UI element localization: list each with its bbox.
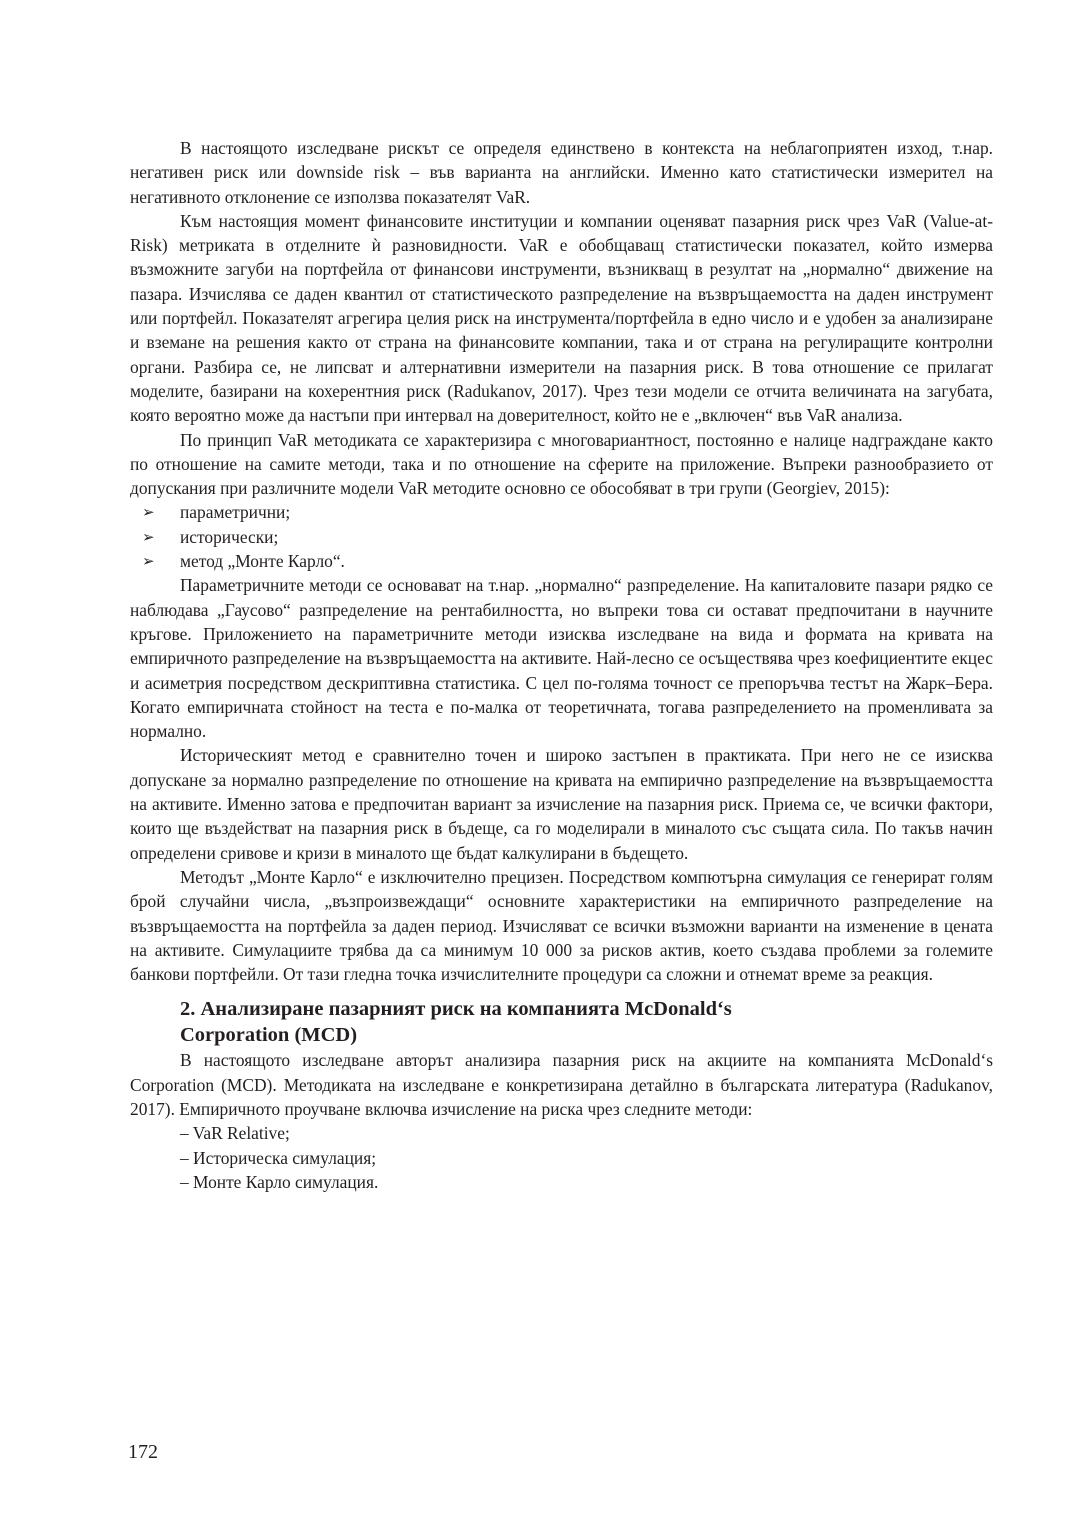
section-heading xyxy=(180,996,993,1048)
body-text xyxy=(130,136,993,1194)
list-item-text: исторически; xyxy=(180,526,279,547)
list-item: – VaR Relative; xyxy=(180,1123,290,1144)
section-heading-line-2: Corporation (MCD) xyxy=(180,1024,358,1047)
list-item: – Монте Карло симулация. xyxy=(180,1171,379,1192)
list-item: – Историческа симулация; xyxy=(180,1147,377,1168)
list-item-text: параметрични; xyxy=(180,502,291,523)
var-method-groups-list xyxy=(130,500,993,573)
page-number: 172 xyxy=(128,1441,158,1463)
paragraph-monte-carlo: Методът „Монте Карло“ е изключително прецизен. Посредством компютърна симулация се генерират голям брой случайни числа, „възпроизвеждащи“ основните характеристики на емпиричното разпределение на възвръщаемостта на портфейла за даден период. Изчисляват се всички възможни варианти на изменение в цената на активите. Симулациите трябва да са минимум 10 000 за рисков актив, което създава проблеми за големите банкови портфейли. От тази гледна точка изчислителните процедури са сложни и отнемат време за реакция. xyxy=(130,866,993,985)
paragraph-historical-method: Историческият метод е сравнително точен и широко застъпен в практиката. При него не се изисква допускане за нормално разпределение по отношение на кривата на емпирично разпределение на възвръщаемостта на активите. Именно затова е предпочитан вариант за изчисление на пазарния риск. Приема се, че всички фактори, които ще въздействат на пазарния риск в бъдеще, са го моделирали в миналото със същата сила. По такъв начин определени сривове и кризи в миналото ще бъдат калкулирани в бъдещето. xyxy=(130,745,993,863)
analysis-methods-list xyxy=(130,1121,993,1194)
arrow-bullet-icon: ➢ xyxy=(142,527,155,546)
list-item xyxy=(130,525,993,549)
paragraph-var-methods: По принцип VaR методиката се характеризира с многовариантност, постоянно е налице надграждане както по отношение на самите методи, така и по отношение на сферите на приложение. Въпреки разнообразието от допускания при различните модели VaR методите основно се обособяват в три групи (Georgiev, 2015): xyxy=(130,429,993,499)
list-item xyxy=(130,549,993,573)
arrow-bullet-icon: ➢ xyxy=(142,552,155,571)
paragraph-mcd-analysis: В настоящото изследване авторът анализира пазарния риск на акциите на компанията McDonald‘s Corporation (MCD). Методиката на изследване е конкретизирана детайлно в българската литература (Radukanov, 2017). Емпиричното проучване включва изчисление на риска чрез следните методи: xyxy=(130,1050,993,1119)
arrow-bullet-icon: ➢ xyxy=(142,503,155,522)
paragraph-parametric-methods: Параметричните методи се основават на т.нар. „нормално“ разпределение. На капиталовите пазари рядко се наблюдава „Гаусово“ разпределение на рентабилността, но въпреки това си остават предпочитани в научните кръгове. Приложението на параметричните методи изисква изследване на вида и формата на кривата на емпиричното разпределение на възвръщаемостта на активите. Най-лесно се осъществява чрез коефициентите екцес и асиметрия посредством дескриптивна статистика. С цел по-голяма точност се препоръчва тестът на Жарк–Бера. Когато емпиричната стойност на теста е по-малка от теоретичната, тогава разпределението на променливата за нормално. xyxy=(130,575,993,742)
paragraph-var-metric: Към настоящия момент финансовите институции и компании оценяват пазарния риск чрез VaR (Value-at-Risk) метриката в отделните ѝ разновидности. VaR е обобщаващ статистически показател, който измерва възможните загуби на портфейла от финансови инструменти, възникващ в резултат на „нормално“ движение на пазара. Изчислява се даден квантил от статистическото разпределение на възвръщаемостта на даден инструмент или портфейл. Показателят агрегира целия риск на инструмента/портфейла в едно число и е удобен за анализиране и вземане на решения както от страна на финансовите компании, така и от страна на регулиращите контролни органи. Разбира се, не липсват и алтернативни измерители на пазарния риск. В това отношение се прилагат моделите, базирани на кохерентния риск (Radukanov, 2017). Чрез тези модели се отчита величината на загубата, която вероятно може да настъпи при интервал на доверителност, който не е „включен“ във VaR анализа. xyxy=(130,210,993,426)
list-item xyxy=(130,500,993,524)
section-heading-line-1: 2. Анализиране пазарният риск на компанията McDonald‘s xyxy=(180,998,732,1021)
paragraph-downside-risk: В настоящото изследване рискът се определя единствено в контекста на неблагоприятен изход, т.нар. негативен риск или downside risk – във варианта на английски. Именно като статистически измерител на негативното отклонение се използва показателят VaR. xyxy=(130,138,993,207)
list-item-text: метод „Монте Карло“. xyxy=(180,551,345,572)
